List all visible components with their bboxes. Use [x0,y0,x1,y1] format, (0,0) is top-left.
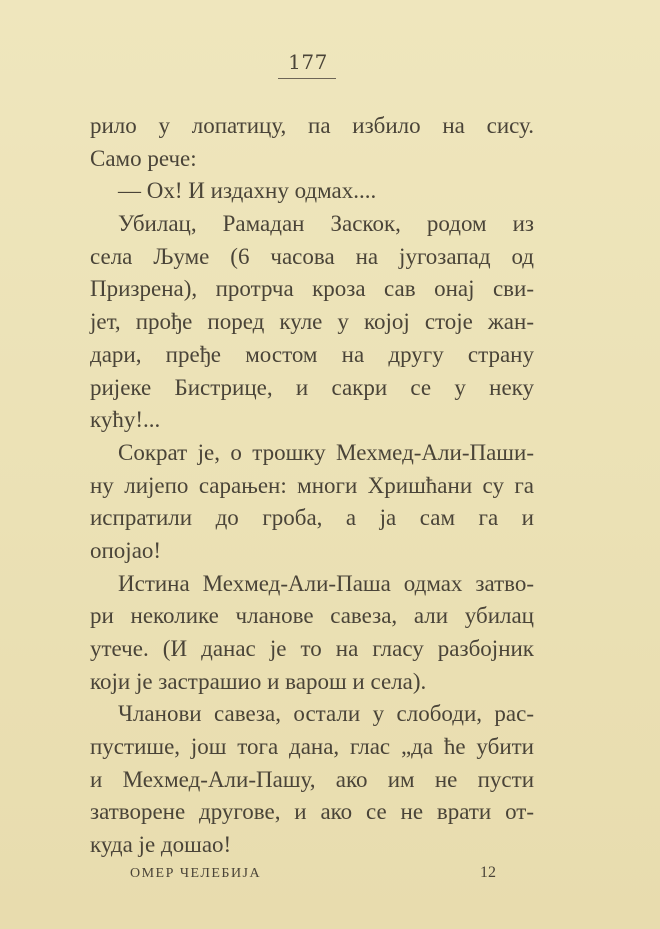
body-text [90,110,534,862]
text-line: Истина Мехмед-Али-Паша одмах затво- [118,570,534,596]
text-line: Сократ је, о трошку Мехмед-Али-Паши- [118,439,534,465]
text-line: Призрена), протрча кроза сав онај сви- [90,276,534,302]
text-line: — Ох! И издахну одмах.... [118,178,377,204]
footer-sheet-number: 12 [480,864,496,881]
text-line: пустише, још тога дана, глас „да ће убити [90,734,534,760]
text-line: опојао! [90,537,162,563]
text-line: који је застрашио и варош и села). [90,668,427,694]
text-line: кућу!... [90,407,161,433]
text-line: и Мехмед-Али-Пашу, ако им не пусти [90,766,534,792]
text-line: дари, пређе мостом на другу страну [90,341,534,367]
text-line: испратили до гроба, а ја сам га и [90,505,534,531]
text-line: затворене другове, и ако се не врати от- [90,799,534,825]
text-line: Само рече: [90,145,197,171]
text-line: Чланови савеза, остали у слободи, рас- [118,701,534,727]
text-line: јет, прође поред куле у којој стоје жан- [90,309,534,335]
text-line: ријеке Бистрице, и сакри се у неку [90,374,534,400]
text-line: села Љуме (6 часова на југозапад од [90,243,534,269]
page-number-rule [278,78,336,79]
page-number: 177 [288,50,328,74]
text-line: Убилац, Рамадан Заскок, родом из [118,211,534,237]
footer-signature: ОМЕР ЧЕЛЕБИЈА [130,866,262,881]
text-line: ри неколике чланове савеза, али убилац [90,603,534,629]
text-line: ну лијепо сарањен: многи Хришћани су га [90,472,534,498]
text-line: рило у лопатицу, па избило на сису. [90,113,534,138]
text-line: куда је дошао! [90,832,232,858]
text-line: утече. (И данас је то на гласу разбојник [90,636,534,661]
